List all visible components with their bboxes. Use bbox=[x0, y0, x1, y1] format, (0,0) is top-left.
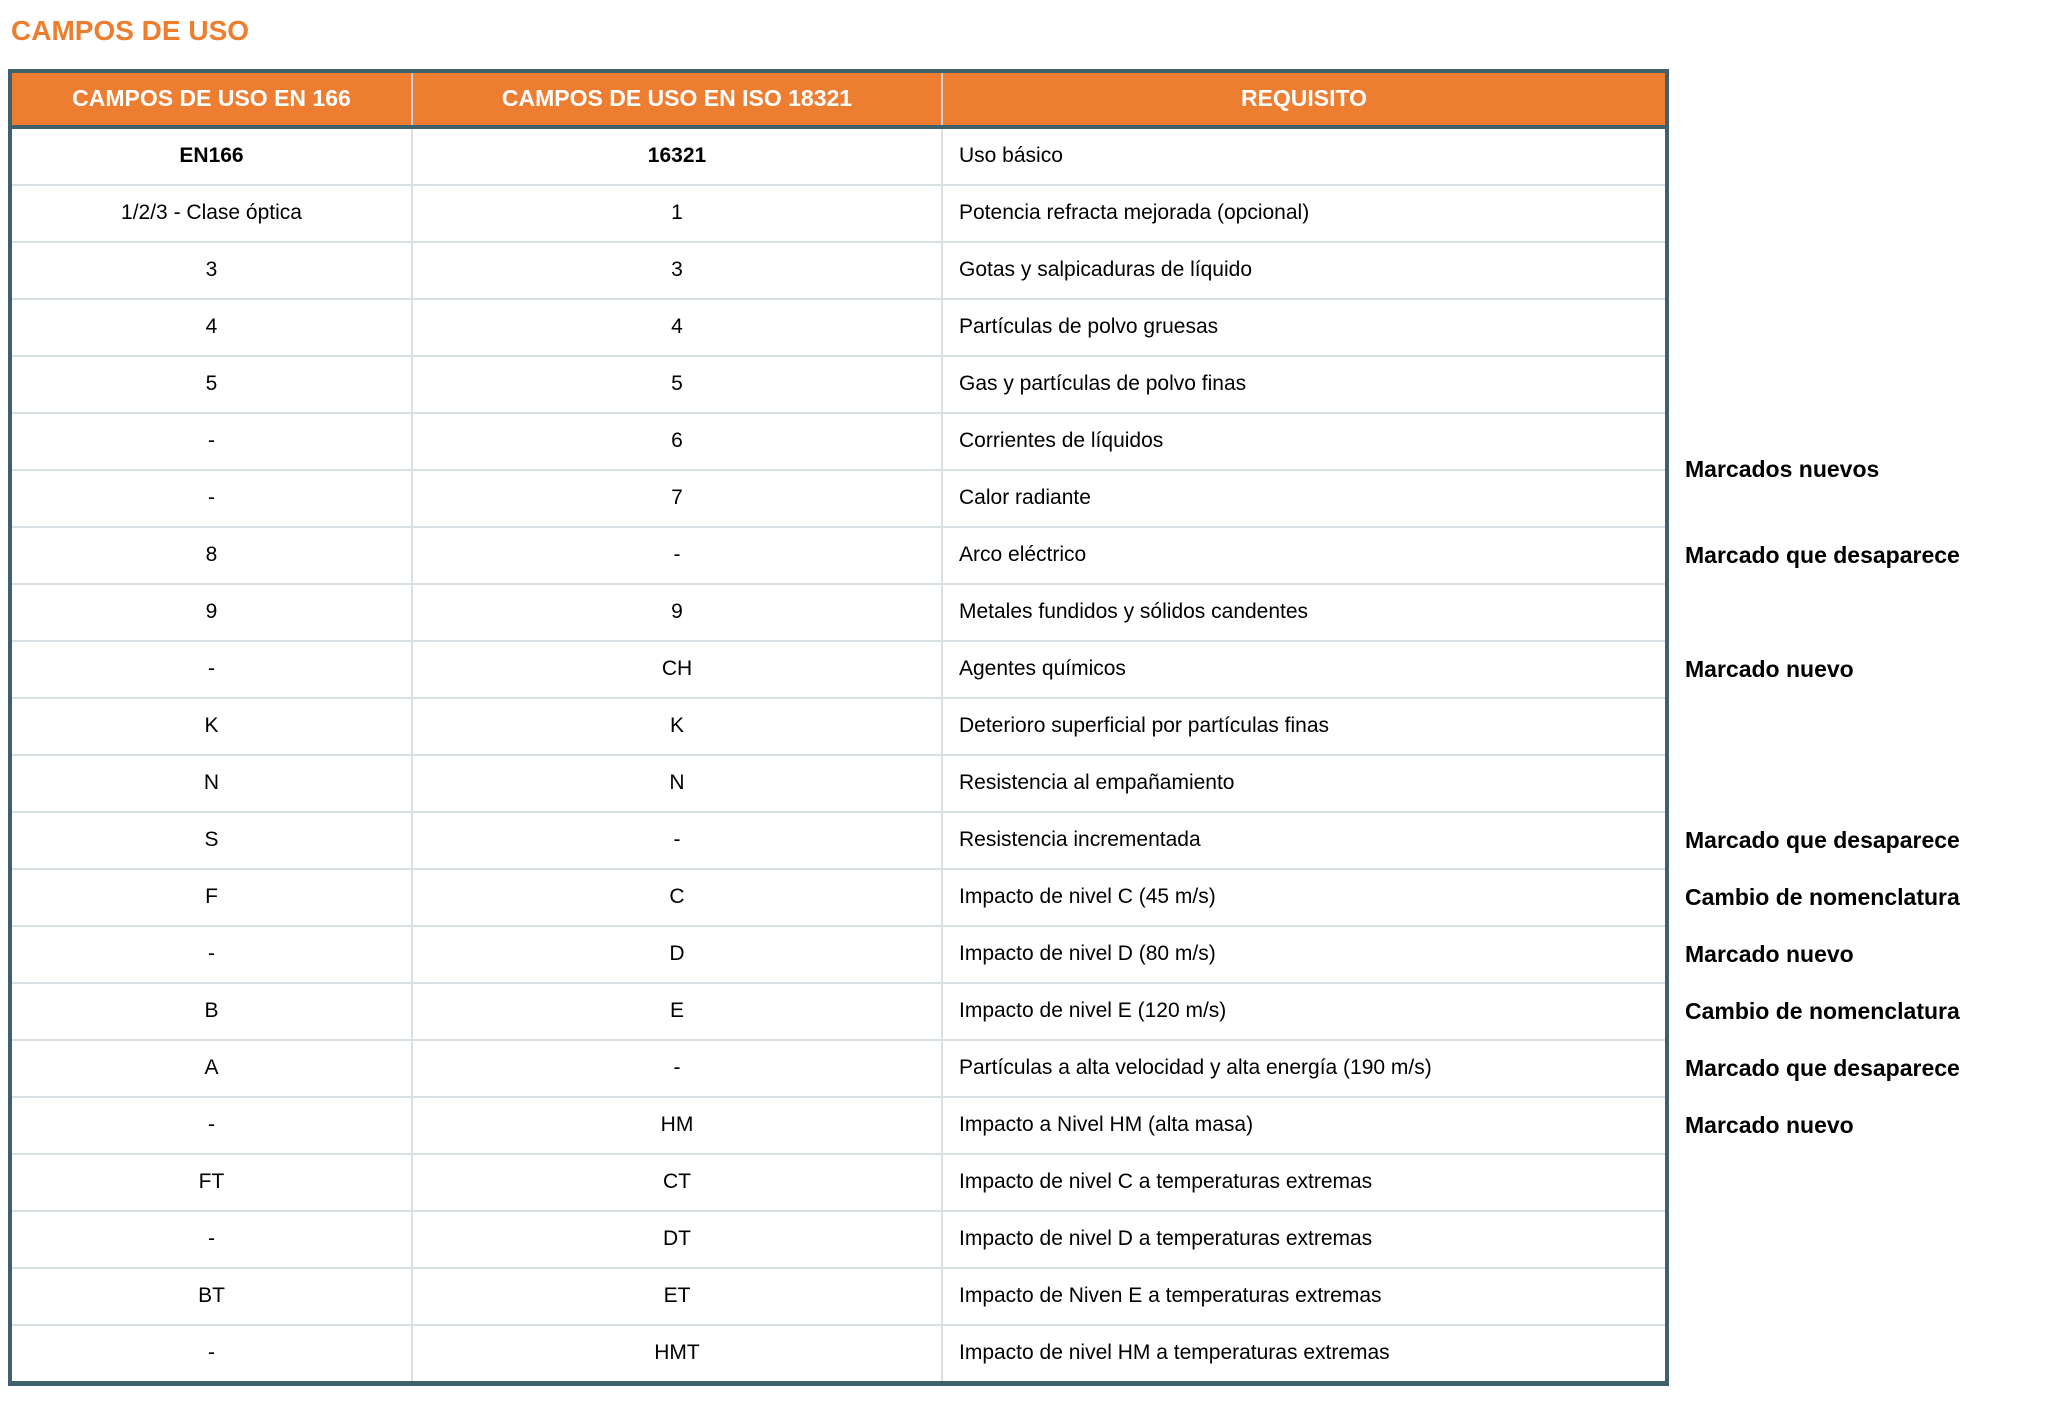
cell-iso18321: 16321 bbox=[412, 127, 942, 185]
annotation-label: Marcado que desaparece bbox=[1667, 812, 2065, 869]
cell-iso18321: - bbox=[412, 812, 942, 869]
cell-iso18321: 6 bbox=[412, 413, 942, 470]
table-row bbox=[10, 413, 2065, 470]
cell-iso18321: - bbox=[412, 1040, 942, 1097]
cell-en166: 5 bbox=[10, 356, 412, 413]
document-page bbox=[0, 16, 2070, 1408]
table-row bbox=[10, 698, 2065, 755]
annotation-label bbox=[1667, 584, 2065, 641]
cell-requisito: Calor radiante bbox=[942, 470, 1667, 527]
table-row bbox=[10, 356, 2065, 413]
cell-en166: 8 bbox=[10, 527, 412, 584]
cell-en166: - bbox=[10, 1097, 412, 1154]
cell-en166: - bbox=[10, 1211, 412, 1268]
cell-iso18321: - bbox=[412, 527, 942, 584]
cell-en166: A bbox=[10, 1040, 412, 1097]
cell-requisito: Impacto de nivel E (120 m/s) bbox=[942, 983, 1667, 1040]
annotation-label: Marcado nuevo bbox=[1667, 1097, 2065, 1154]
table-row bbox=[10, 1325, 2065, 1384]
table-row bbox=[10, 1268, 2065, 1325]
cell-iso18321: E bbox=[412, 983, 942, 1040]
annotation-label bbox=[1667, 1325, 2065, 1384]
annotation-label: Marcado nuevo bbox=[1667, 641, 2065, 698]
page-title: CAMPOS DE USO bbox=[11, 15, 250, 46]
header-row bbox=[10, 71, 2065, 127]
cell-iso18321: N bbox=[412, 755, 942, 812]
cell-iso18321: 9 bbox=[412, 584, 942, 641]
cell-en166: - bbox=[10, 641, 412, 698]
annotation-label bbox=[1667, 185, 2065, 242]
cell-requisito: Metales fundidos y sólidos candentes bbox=[942, 584, 1667, 641]
cell-en166: - bbox=[10, 470, 412, 527]
table-row bbox=[10, 1097, 2065, 1154]
cell-requisito: Resistencia incrementada bbox=[942, 812, 1667, 869]
annotation-label: Marcado que desaparece bbox=[1667, 527, 2065, 584]
cell-iso18321: ET bbox=[412, 1268, 942, 1325]
table-row bbox=[10, 242, 2065, 299]
cell-requisito: Arco eléctrico bbox=[942, 527, 1667, 584]
cell-en166: 3 bbox=[10, 242, 412, 299]
cell-requisito: Agentes químicos bbox=[942, 641, 1667, 698]
cell-iso18321: 7 bbox=[412, 470, 942, 527]
cell-iso18321: C bbox=[412, 869, 942, 926]
cell-iso18321: 1 bbox=[412, 185, 942, 242]
annotation-label: Cambio de nomenclatura bbox=[1667, 869, 2065, 926]
cell-en166: FT bbox=[10, 1154, 412, 1211]
annotation-label bbox=[1667, 356, 2065, 413]
cell-en166: 1/2/3 - Clase óptica bbox=[10, 185, 412, 242]
cell-en166: N bbox=[10, 755, 412, 812]
table-row bbox=[10, 527, 2065, 584]
cell-en166: S bbox=[10, 812, 412, 869]
annotation-label bbox=[1667, 299, 2065, 356]
cell-iso18321: 5 bbox=[412, 356, 942, 413]
cell-requisito: Impacto a Nivel HM (alta masa) bbox=[942, 1097, 1667, 1154]
table-row bbox=[10, 1211, 2065, 1268]
cell-en166: EN166 bbox=[10, 127, 412, 185]
cell-en166: - bbox=[10, 1325, 412, 1384]
cell-iso18321: D bbox=[412, 926, 942, 983]
cell-iso18321: 3 bbox=[412, 242, 942, 299]
cell-requisito: Impacto de nivel C a temperaturas extremas bbox=[942, 1154, 1667, 1211]
cell-en166: F bbox=[10, 869, 412, 926]
table-row bbox=[10, 127, 2065, 185]
cell-requisito: Partículas de polvo gruesas bbox=[942, 299, 1667, 356]
cell-requisito: Deterioro superficial por partículas finas bbox=[942, 698, 1667, 755]
cell-requisito: Partículas a alta velocidad y alta energía (190 m/s) bbox=[942, 1040, 1667, 1097]
cell-requisito: Impacto de nivel D (80 m/s) bbox=[942, 926, 1667, 983]
table-row bbox=[10, 755, 2065, 812]
cell-requisito: Resistencia al empañamiento bbox=[942, 755, 1667, 812]
cell-requisito: Potencia refracta mejorada (opcional) bbox=[942, 185, 1667, 242]
cell-en166: BT bbox=[10, 1268, 412, 1325]
cell-en166: - bbox=[10, 926, 412, 983]
annotation-label: Marcado que desaparece bbox=[1667, 1040, 2065, 1097]
cell-requisito: Gotas y salpicaduras de líquido bbox=[942, 242, 1667, 299]
column-header-iso18321: CAMPOS DE USO EN ISO 18321 bbox=[412, 71, 942, 127]
cell-en166: - bbox=[10, 413, 412, 470]
column-header-requisito: REQUISITO bbox=[942, 71, 1667, 127]
column-header-en166: CAMPOS DE USO EN 166 bbox=[10, 71, 412, 127]
table-row bbox=[10, 584, 2065, 641]
table-row bbox=[10, 1040, 2065, 1097]
annotation-column-spacer bbox=[1667, 71, 2065, 127]
cell-requisito: Impacto de nivel HM a temperaturas extremas bbox=[942, 1325, 1667, 1384]
annotation-label bbox=[1667, 1268, 2065, 1325]
cell-iso18321: HMT bbox=[412, 1325, 942, 1384]
campos-de-uso-table bbox=[8, 69, 2065, 1386]
cell-en166: K bbox=[10, 698, 412, 755]
annotation-label bbox=[1667, 1154, 2065, 1211]
table-row bbox=[10, 926, 2065, 983]
cell-requisito: Impacto de nivel D a temperaturas extremas bbox=[942, 1211, 1667, 1268]
table-row bbox=[10, 869, 2065, 926]
annotation-label: Cambio de nomenclatura bbox=[1667, 983, 2065, 1040]
cell-requisito: Gas y partículas de polvo finas bbox=[942, 356, 1667, 413]
cell-requisito: Impacto de Niven E a temperaturas extremas bbox=[942, 1268, 1667, 1325]
cell-iso18321: CT bbox=[412, 1154, 942, 1211]
cell-iso18321: 4 bbox=[412, 299, 942, 356]
table-row bbox=[10, 185, 2065, 242]
cell-iso18321: DT bbox=[412, 1211, 942, 1268]
annotation-label: Marcados nuevos bbox=[1667, 413, 2065, 527]
annotation-label bbox=[1667, 242, 2065, 299]
annotation-label bbox=[1667, 127, 2065, 185]
cell-iso18321: HM bbox=[412, 1097, 942, 1154]
cell-en166: 4 bbox=[10, 299, 412, 356]
cell-requisito: Impacto de nivel C (45 m/s) bbox=[942, 869, 1667, 926]
cell-en166: 9 bbox=[10, 584, 412, 641]
cell-requisito: Uso básico bbox=[942, 127, 1667, 185]
cell-iso18321: CH bbox=[412, 641, 942, 698]
table-row bbox=[10, 299, 2065, 356]
annotation-label bbox=[1667, 698, 2065, 755]
table-row bbox=[10, 812, 2065, 869]
table-row bbox=[10, 641, 2065, 698]
annotation-label bbox=[1667, 755, 2065, 812]
annotation-label: Marcado nuevo bbox=[1667, 926, 2065, 983]
table-row bbox=[10, 1154, 2065, 1211]
cell-requisito: Corrientes de líquidos bbox=[942, 413, 1667, 470]
cell-iso18321: K bbox=[412, 698, 942, 755]
cell-en166: B bbox=[10, 983, 412, 1040]
annotation-label bbox=[1667, 1211, 2065, 1268]
table-row bbox=[10, 983, 2065, 1040]
